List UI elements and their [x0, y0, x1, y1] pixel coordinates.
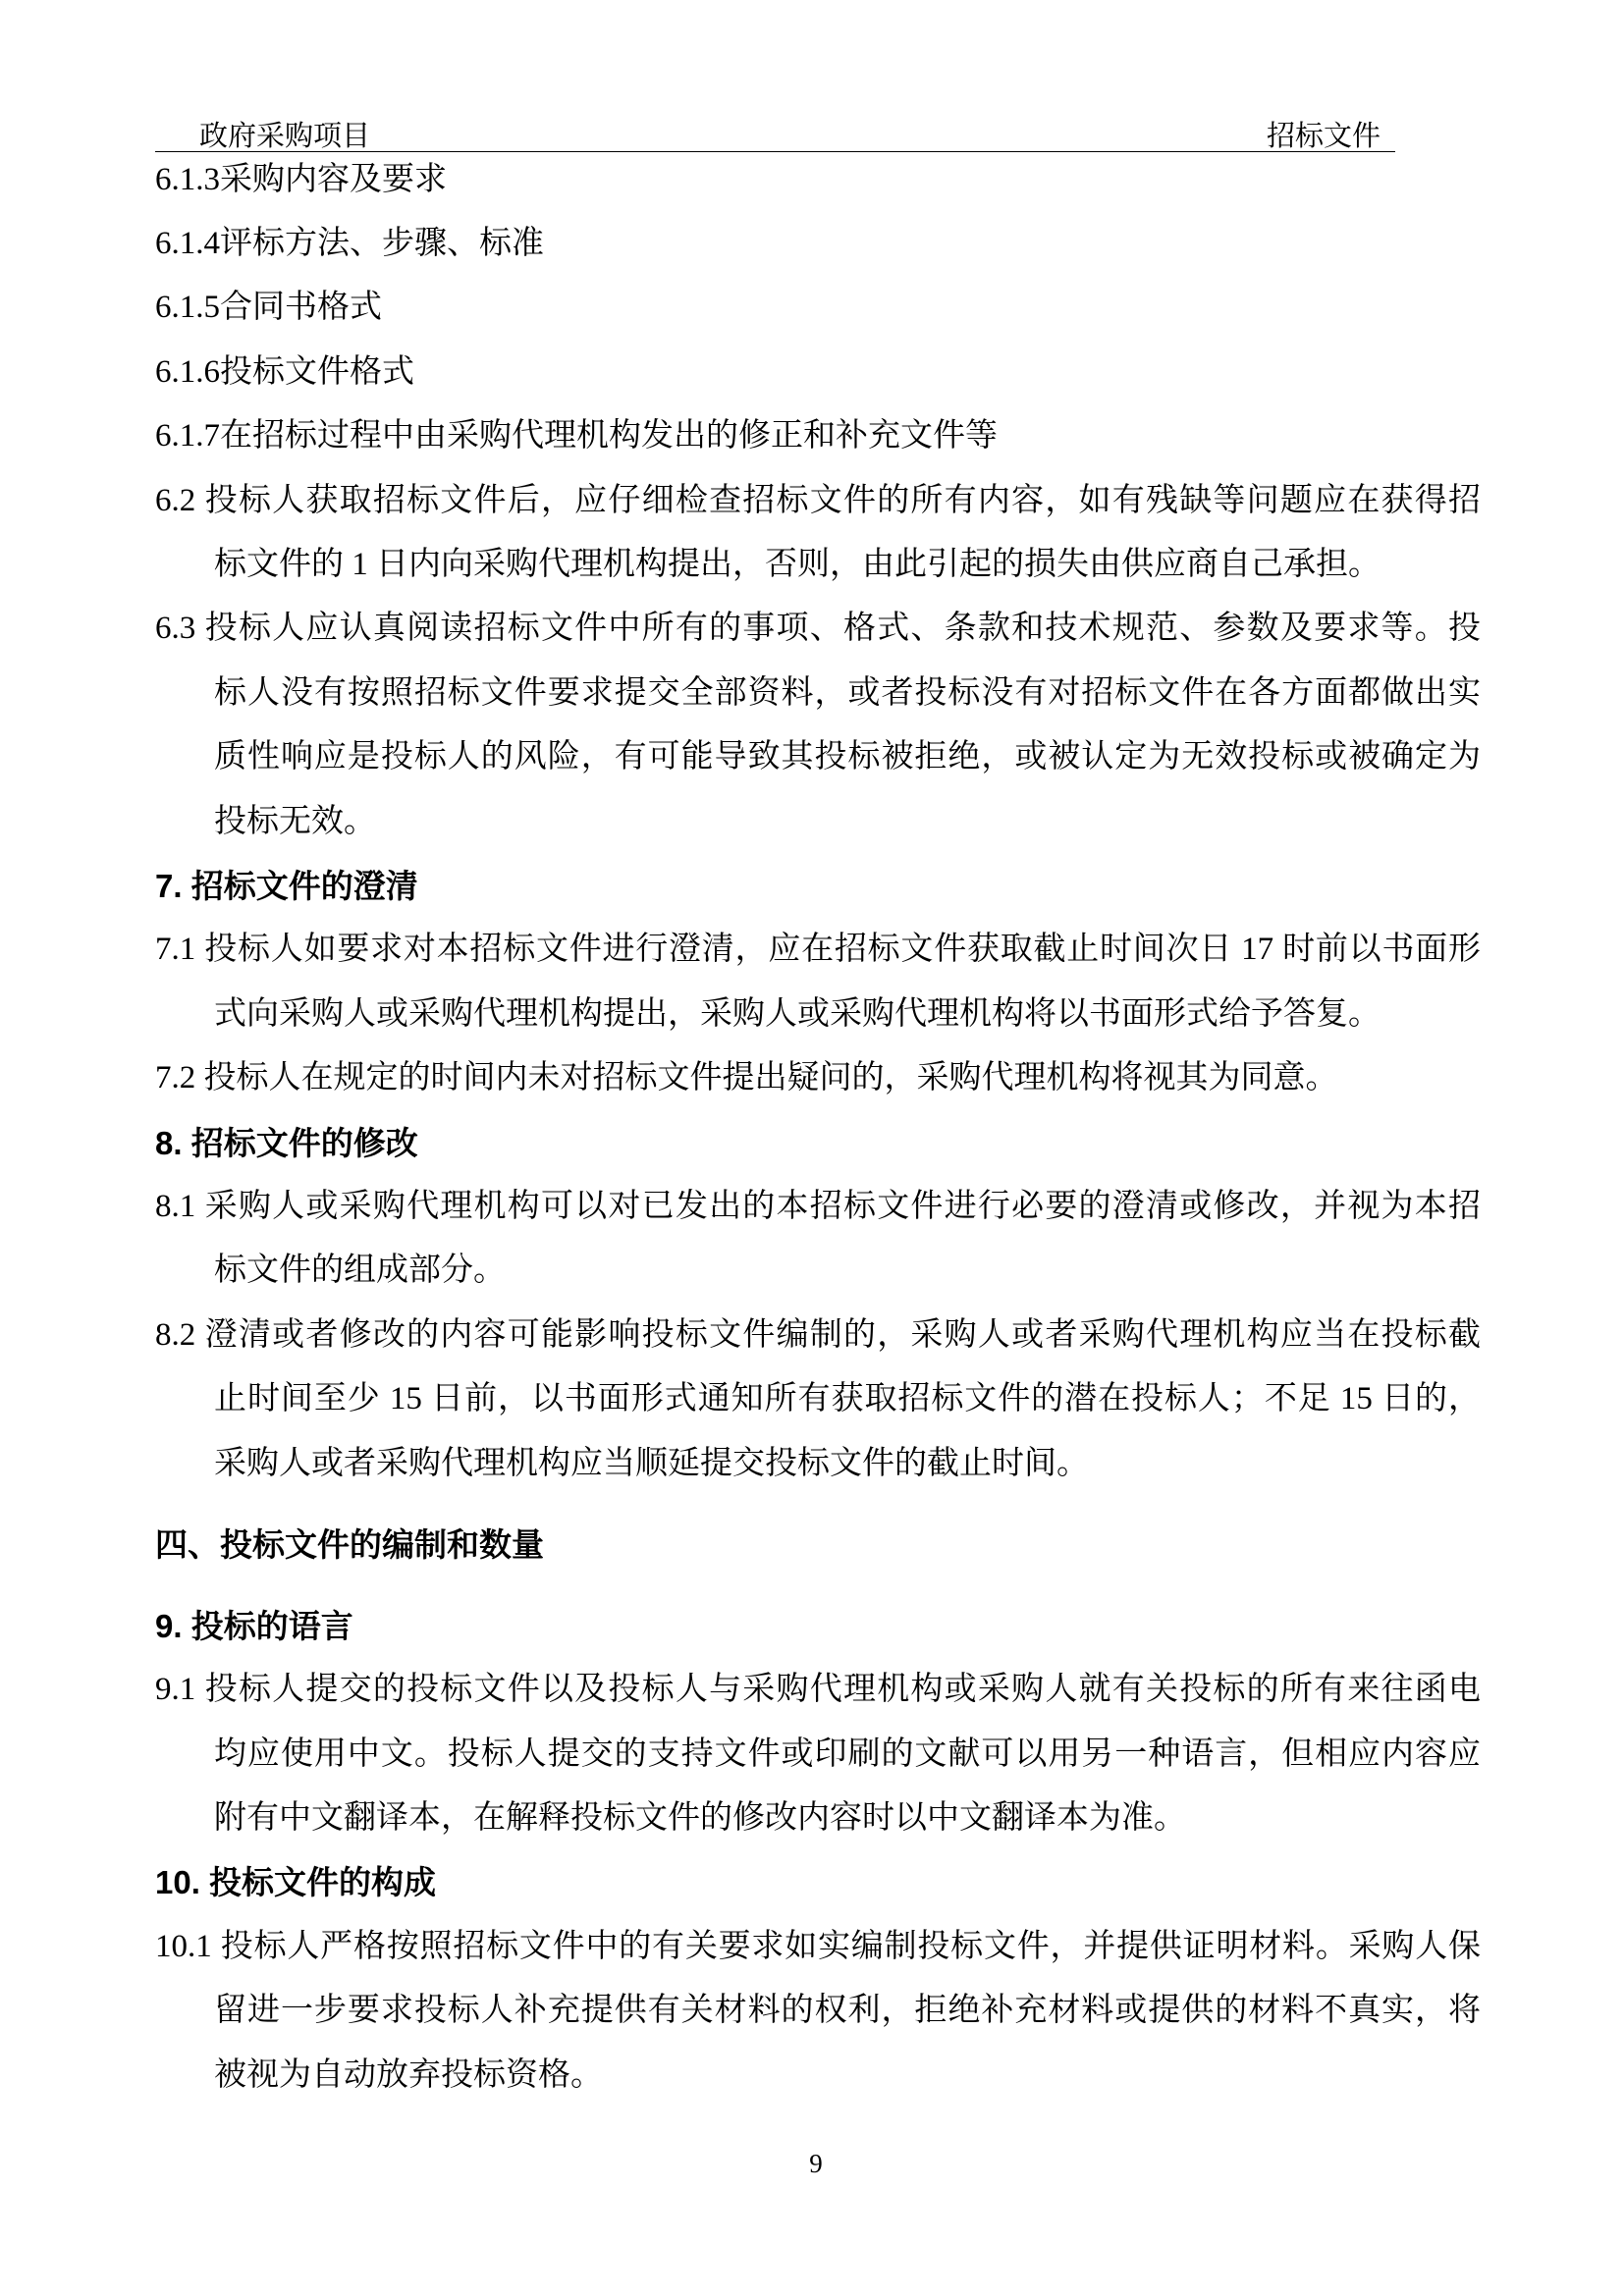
clause-continuation-line: 均应使用中文。投标人提交的支持文件或印刷的文献可以用另一种语言，但相应内容应	[214, 1735, 1481, 1772]
clause-8-1	[155, 1175, 1481, 1304]
clause-7-2	[155, 1046, 1481, 1110]
clause-line: 7.2 投标人在规定的时间内未对招标文件提出疑问的，采购代理机构将视其为同意。	[155, 1060, 1338, 1096]
clause-6-1-5	[155, 276, 1481, 340]
clause-6-1-4	[155, 212, 1481, 276]
clause-continuation-line: 质性响应是投标人的风险，有可能导致其投标被拒绝，或被认定为无效投标或被确定为	[214, 739, 1481, 775]
page-number: 9	[809, 2149, 823, 2178]
document-body	[155, 148, 1481, 2108]
clause-continuation-line: 附有中文翻译本，在解释投标文件的修改内容时以中文翻译本为准。	[214, 1799, 1186, 1836]
clause-line: 7.1 投标人如要求对本招标文件进行澄清，应在招标文件获取截止时间次日 17 时前以书面形	[155, 932, 1481, 968]
clause-line: 6.1.7在招标过程中由采购代理机构发出的修正和补充文件等	[155, 418, 998, 454]
clause-continuation-line: 投标无效。	[214, 803, 376, 839]
heading-section-10: 10. 投标文件的构成	[155, 1864, 437, 1901]
clause-continuation-line: 止时间至少 15 日前，以书面形式通知所有获取招标文件的潜在投标人；不足 15 日的，	[214, 1381, 1481, 1417]
clause-6-2	[155, 469, 1481, 598]
clause-continuation-line: 标人没有按照招标文件要求提交全部资料，或者投标没有对招标文件在各方面都做出实	[214, 674, 1481, 711]
clause-6-3	[155, 597, 1481, 854]
clause-7-1	[155, 918, 1481, 1046]
clause-line: 6.3 投标人应认真阅读招标文件中所有的事项、格式、条款和技术规范、参数及要求等。投	[155, 611, 1481, 647]
clause-line: 6.1.3采购内容及要求	[155, 161, 447, 197]
clause-continuation-line: 标文件的组成部分。	[214, 1253, 506, 1289]
clause-line: 9.1 投标人提交的投标文件以及投标人与采购代理机构或采购人就有关投标的所有来往函电	[155, 1672, 1481, 1708]
clause-continuation-line: 采购人或者采购代理机构应当顺延提交投标文件的截止时间。	[214, 1445, 1089, 1481]
clause-line: 10.1 投标人严格按照招标文件中的有关要求如实编制投标文件，并提供证明材料。采购人保	[155, 1928, 1481, 1964]
heading-section-8: 8. 招标文件的修改	[155, 1124, 418, 1161]
header-document-title: 招标文件	[1267, 121, 1381, 152]
header-project-type: 政府采购项目	[199, 121, 371, 152]
clause-line: 8.1 采购人或采购代理机构可以对已发出的本招标文件进行必要的澄清或修改，并视为本招	[155, 1188, 1481, 1224]
clause-line: 6.1.5合同书格式	[155, 290, 382, 326]
heading-chapter-4: 四、投标文件的编制和数量	[155, 1526, 544, 1564]
clause-8-2	[155, 1304, 1481, 1496]
clause-continuation-line: 标文件的 1 日内向采购代理机构提出，否则，由此引起的损失由供应商自己承担。	[214, 547, 1380, 583]
clause-9-1	[155, 1658, 1481, 1850]
clause-continuation-line: 式向采购人或采购代理机构提出，采购人或采购代理机构将以书面形式给予答复。	[214, 995, 1380, 1032]
clause-continuation-line: 留进一步要求投标人补充提供有关材料的权利，拒绝补充材料或提供的材料不真实，将	[214, 1993, 1481, 2029]
heading-section-9: 9. 投标的语言	[155, 1607, 353, 1644]
clause-10-1	[155, 1915, 1481, 2108]
heading-section-7: 7. 招标文件的澄清	[155, 867, 418, 904]
clause-line: 8.2 澄清或者修改的内容可能影响投标文件编制的，采购人或者采购代理机构应当在投标截	[155, 1316, 1481, 1353]
clause-line: 6.1.6投标文件格式	[155, 353, 414, 390]
clause-6-1-3	[155, 148, 1481, 212]
clause-line: 6.2 投标人获取招标文件后，应仔细检查招标文件的所有内容，如有残缺等问题应在获得招	[155, 482, 1481, 518]
clause-continuation-line: 被视为自动放弃投标资格。	[214, 2056, 603, 2093]
clause-6-1-6	[155, 341, 1481, 404]
clause-6-1-7	[155, 404, 1481, 468]
clause-line: 6.1.4评标方法、步骤、标准	[155, 226, 544, 262]
